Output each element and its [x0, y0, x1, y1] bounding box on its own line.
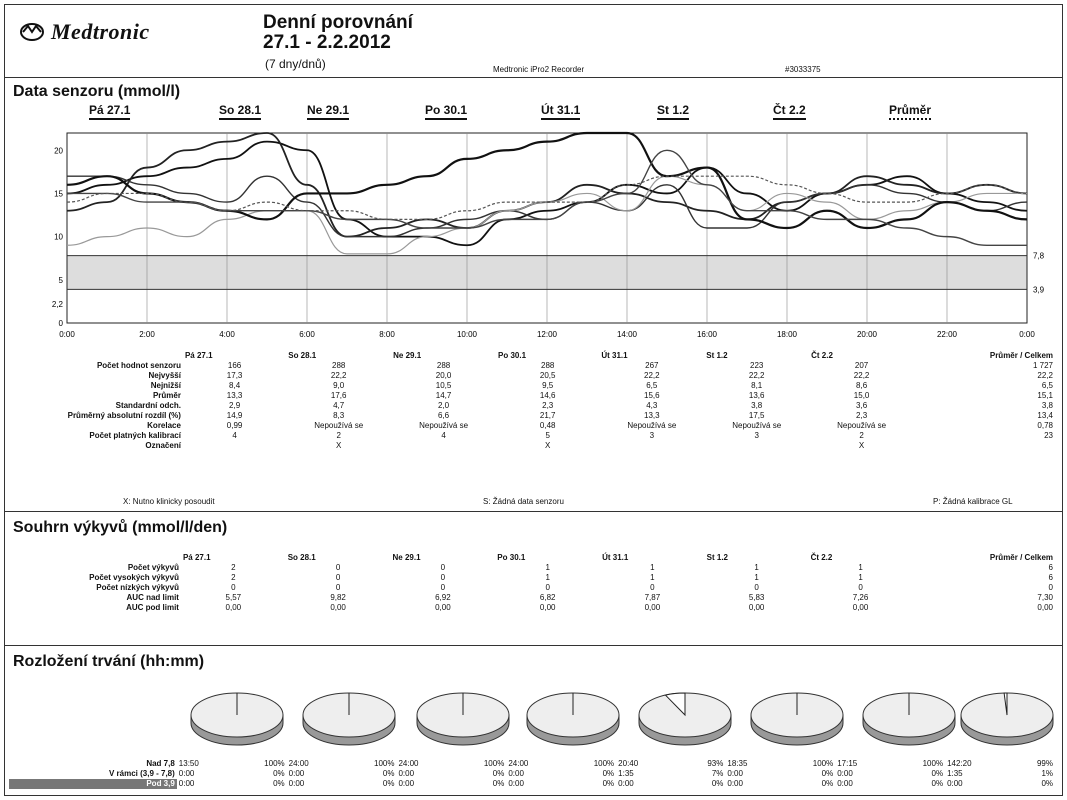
table-cell: 0% — [711, 779, 724, 788]
table-cell: Nepoužívá se — [627, 421, 677, 430]
sensor-section-title: Data senzoru (mmol/l) — [13, 83, 181, 100]
x-tick-label: 6:00 — [299, 330, 315, 339]
row-label: Průměr — [152, 391, 181, 400]
table-cell: 13,3 — [226, 391, 243, 400]
table-cell: 0:00 — [178, 769, 195, 778]
table-cell: 24:00 — [398, 759, 419, 768]
duration-section-title: Rozložení trvání (hh:mm) — [13, 653, 205, 670]
table-cell: 3,8 — [1041, 401, 1053, 410]
row-label: Standardní odch. — [115, 401, 181, 410]
note-p: P: Žádná kalibrace GL — [933, 497, 1013, 506]
table-cell: 0:00 — [727, 779, 743, 788]
table-cell: 267 — [645, 361, 659, 370]
table-cell: 1 — [754, 563, 759, 572]
table-cell: 24:00 — [508, 759, 529, 768]
table-row — [9, 759, 1055, 769]
table-cell: X — [336, 441, 342, 450]
table-cell: 3,6 — [856, 401, 868, 410]
table-cell: 8,3 — [333, 411, 345, 420]
table-row — [9, 381, 1055, 391]
table-cell: 17,5 — [748, 411, 765, 420]
report-title — [263, 13, 413, 53]
table-cell: 13:50 — [178, 759, 199, 768]
row-label: Počet nízkých výkyvů — [96, 583, 179, 592]
table-cell: 22,2 — [644, 371, 660, 380]
x-tick-label: 0:00 — [1019, 330, 1035, 339]
table-cell: 100% — [483, 759, 505, 768]
table-header-row — [9, 553, 1055, 563]
table-cell: 15,6 — [644, 391, 660, 400]
table-row — [9, 769, 1055, 779]
sensor-chart — [5, 123, 1062, 349]
table-cell: 6,6 — [438, 411, 450, 420]
table-cell: X — [545, 441, 551, 450]
serial-number: #3033375 — [785, 65, 821, 74]
table-cell: 1 — [650, 573, 655, 582]
table-cell: 1 — [545, 563, 550, 572]
table-cell: 4,3 — [646, 401, 658, 410]
table-cell — [599, 441, 704, 451]
x-tick-label: 20:00 — [856, 330, 878, 339]
table-cell: 2 — [231, 573, 236, 582]
table-cell: 1 — [858, 563, 863, 572]
header-cell: Út 31.1 — [601, 351, 628, 360]
header-cell: Čt 2.2 — [811, 351, 833, 360]
table-cell: 0,00 — [225, 603, 242, 612]
table-cell: 3 — [754, 431, 759, 440]
table-cell: 0,48 — [539, 421, 556, 430]
table-cell: 0,00 — [644, 603, 661, 612]
day-label: Ne 29.1 — [307, 103, 349, 120]
table-cell: 0% — [602, 769, 615, 778]
table-cell: 0:00 — [727, 769, 743, 778]
table-cell: 207 — [854, 361, 869, 370]
table-cell: 100% — [374, 759, 395, 768]
lower-limit-label: 3,9 — [1033, 285, 1045, 295]
table-cell: 0:00 — [618, 779, 634, 788]
x-tick-label: 2:00 — [139, 330, 155, 339]
table-cell: 0 — [858, 583, 863, 592]
row-label: Nejvyšší — [148, 371, 181, 380]
table-cell: 22,2 — [330, 371, 347, 380]
day-label: Po 30.1 — [425, 103, 467, 120]
medtronic-logo — [19, 19, 150, 45]
table-cell: 0 — [335, 563, 341, 572]
table-cell: 0,99 — [226, 421, 243, 430]
table-cell: 0% — [382, 779, 395, 788]
table-cell: 0,00 — [852, 603, 869, 612]
y-tick-label: 5 — [58, 275, 63, 285]
sensor-stats-table — [9, 351, 1055, 451]
day-label: St 1.2 — [657, 103, 689, 120]
table-cell: 9,82 — [330, 593, 346, 602]
x-tick-label: 10:00 — [456, 330, 478, 339]
table-cell: 7,30 — [1037, 593, 1053, 602]
table-header-row — [9, 351, 1055, 361]
y-tick-label: 15 — [54, 189, 63, 199]
table-cell: 0,78 — [1037, 421, 1053, 430]
header-cell: Průměr / Celkem — [989, 351, 1053, 360]
table-cell: 0,00 — [435, 603, 451, 612]
day-label: Pá 27.1 — [89, 103, 130, 120]
table-cell: 13,4 — [1037, 411, 1053, 420]
y-tick-label: 10 — [54, 232, 63, 242]
table-cell: 223 — [750, 361, 764, 370]
table-cell: 23 — [1044, 431, 1053, 440]
table-cell: 20,5 — [539, 371, 556, 380]
section-divider — [5, 511, 1062, 512]
table-cell: 21,7 — [539, 411, 556, 420]
header-cell: Čt 2.2 — [810, 553, 833, 562]
logo-text: Medtronic — [51, 19, 150, 44]
table-cell: 24:00 — [288, 759, 309, 768]
table-cell: 15,1 — [1037, 391, 1053, 400]
table-cell: 1 — [858, 573, 863, 582]
header-cell: So 28.1 — [287, 553, 316, 562]
header-cell: Průměr / Celkem — [989, 553, 1053, 562]
table-cell: 3 — [649, 431, 655, 440]
table-cell: 3,8 — [751, 401, 763, 410]
table-cell: Nepoužívá se — [732, 421, 782, 430]
table-cell: 17,3 — [226, 371, 243, 380]
table-cell: 0 — [650, 583, 655, 592]
title-line-2: 27.1 - 2.2.2012 — [263, 32, 391, 53]
table-row — [9, 583, 1055, 593]
table-cell: 22,2 — [1037, 371, 1053, 380]
day-label: Čt 2.2 — [773, 103, 806, 120]
header-divider — [5, 77, 1062, 78]
table-cell: 0 — [440, 563, 446, 572]
y-tick-label: 2,2 — [51, 300, 63, 309]
table-cell: 15,0 — [853, 391, 870, 400]
header-cell: Po 30.1 — [497, 553, 526, 562]
row-label: Počet vysokých výkyvů — [89, 573, 179, 582]
table-cell: 10,5 — [435, 381, 452, 390]
table-cell: 7% — [711, 769, 724, 778]
table-cell: 0:00 — [508, 769, 524, 778]
header-cell: Ne 29.1 — [393, 351, 422, 360]
table-cell: 17,6 — [330, 391, 347, 400]
duration-pies — [5, 685, 1062, 757]
table-cell: 0:00 — [398, 779, 415, 788]
section-divider — [5, 645, 1062, 646]
table-cell: 0:00 — [288, 769, 305, 778]
x-tick-label: 4:00 — [219, 330, 235, 339]
table-cell: 100% — [812, 759, 834, 768]
x-tick-label: 12:00 — [536, 330, 558, 339]
row-label: Počet výkyvů — [127, 563, 179, 572]
table-cell: 142:20 — [947, 759, 972, 768]
table-cell: Nepoužívá se — [837, 421, 887, 430]
y-tick-label: 0 — [58, 319, 63, 328]
table-cell: 1 — [650, 563, 655, 572]
table-cell: 7,87 — [644, 593, 661, 602]
table-cell: 100% — [593, 759, 615, 768]
medtronic-logo-icon — [19, 22, 45, 42]
table-cell: 0% — [931, 779, 944, 788]
table-cell: 5,83 — [748, 593, 765, 602]
table-row — [9, 371, 1055, 381]
table-cell: 17:15 — [837, 759, 858, 768]
day-label: So 28.1 — [219, 103, 261, 120]
table-cell: 0% — [821, 769, 834, 778]
table-cell: 0 — [335, 583, 341, 592]
table-cell: 2 — [231, 563, 236, 572]
table-cell: 9,5 — [542, 381, 554, 390]
table-cell: 22,2 — [748, 371, 765, 380]
table-cell: 0,00 — [748, 603, 765, 612]
table-cell: 0 — [440, 573, 446, 582]
table-cell: 0:00 — [398, 769, 415, 778]
table-row — [9, 361, 1055, 371]
upper-limit-label: 7,8 — [1033, 251, 1045, 261]
duration-table — [9, 759, 1055, 789]
table-cell: 1% — [1041, 769, 1053, 778]
header-cell: Ne 29.1 — [392, 553, 421, 562]
table-row — [9, 401, 1055, 411]
table-cell: 4 — [232, 431, 237, 440]
average-label: Průměr — [889, 103, 931, 120]
table-cell: 14,9 — [226, 411, 243, 420]
table-cell: 0 — [335, 573, 341, 582]
row-label: V rámci (3,9 - 7,8) — [108, 769, 175, 778]
table-cell: 1 — [754, 573, 759, 582]
table-cell: 100% — [922, 759, 944, 768]
row-label: Označení — [145, 441, 181, 450]
table-cell: 0% — [273, 769, 285, 778]
table-row — [9, 573, 1055, 583]
table-cell: Nepoužívá se — [419, 421, 469, 430]
table-cell: X — [858, 441, 865, 450]
header-cell: Út 31.1 — [602, 553, 629, 562]
header-cell — [9, 553, 181, 563]
header-cell: Po 30.1 — [498, 351, 527, 360]
table-cell — [183, 441, 286, 451]
table-cell: 288 — [332, 361, 346, 370]
table-cell: 14,7 — [435, 391, 452, 400]
table-row — [9, 563, 1055, 573]
table-cell — [704, 441, 809, 451]
table-cell: 0:00 — [837, 769, 853, 778]
excursions-table — [9, 553, 1055, 613]
table-cell: 6,92 — [435, 593, 451, 602]
table-cell: 0 — [440, 583, 446, 592]
header-cell: Pá 27.1 — [184, 351, 213, 360]
row-label: Průměrný absolutní rozdíl (%) — [67, 411, 181, 420]
table-row — [9, 593, 1055, 603]
header-cell: Pá 27.1 — [182, 553, 211, 562]
header-cell — [9, 351, 183, 361]
table-cell: 7,26 — [852, 593, 869, 602]
row-label: Počet platných kalibrací — [89, 431, 181, 440]
day-legend — [5, 103, 1062, 123]
table-cell: 9,0 — [333, 381, 345, 390]
table-cell: 0% — [602, 779, 615, 788]
table-cell: 22,2 — [853, 371, 870, 380]
table-cell: 0% — [1041, 779, 1053, 788]
table-cell: 0% — [931, 769, 944, 778]
table-cell: 6 — [1048, 563, 1053, 572]
table-cell: 18:35 — [727, 759, 748, 768]
row-label: Nad 7,8 — [146, 759, 175, 768]
table-cell: 13,3 — [644, 411, 660, 420]
y-tick-label: 20 — [54, 146, 63, 156]
table-row — [9, 411, 1055, 421]
table-cell: 0:00 — [508, 779, 524, 788]
table-cell: 0,00 — [539, 603, 556, 612]
table-cell: 0,00 — [1037, 603, 1053, 612]
table-cell: 0:00 — [288, 779, 305, 788]
table-cell: 288 — [541, 361, 555, 370]
table-cell: 0 — [1048, 583, 1053, 592]
day-label: Út 31.1 — [541, 103, 580, 120]
table-cell: 5,57 — [225, 593, 242, 602]
table-row — [9, 441, 1055, 451]
table-cell: 0:00 — [837, 779, 853, 788]
table-cell: 166 — [227, 361, 242, 370]
table-cell: 0% — [821, 779, 834, 788]
table-cell: 6,5 — [1041, 381, 1053, 390]
table-cell: 2 — [336, 431, 341, 440]
x-tick-label: 0:00 — [59, 330, 75, 339]
table-cell: 2,3 — [856, 411, 868, 420]
table-cell: 6,5 — [646, 381, 658, 390]
table-cell: 99% — [1036, 759, 1053, 768]
table-cell: 5 — [545, 431, 550, 440]
header-cell: St 1.2 — [706, 351, 728, 360]
table-cell: 0 — [231, 583, 236, 592]
table-cell — [391, 441, 496, 451]
note-s: S: Žádná data senzoru — [483, 497, 564, 506]
x-tick-label: 22:00 — [936, 330, 958, 339]
table-cell: 8,1 — [751, 381, 763, 390]
table-cell: 6 — [1048, 573, 1053, 582]
table-cell: 0 — [545, 583, 550, 592]
table-cell: 0 — [754, 583, 759, 592]
table-cell: 4 — [441, 431, 446, 440]
table-cell: 2,9 — [229, 401, 241, 410]
table-row — [9, 421, 1055, 431]
note-x: X: Nutno klinicky posoudit — [123, 497, 215, 506]
header-cell: So 28.1 — [288, 351, 317, 360]
excursions-section-title: Souhrn výkyvů (mmol/l/den) — [13, 519, 228, 536]
x-tick-label: 14:00 — [616, 330, 638, 339]
x-tick-label: 16:00 — [696, 330, 718, 339]
table-cell: 2,3 — [542, 401, 554, 410]
table-cell: 0,00 — [330, 603, 346, 612]
row-label: Korelace — [147, 421, 181, 430]
table-cell — [914, 441, 1055, 451]
table-cell: 0% — [382, 769, 395, 778]
table-cell: 2 — [859, 431, 864, 440]
row-label: AUC nad limit — [126, 593, 179, 602]
table-cell: 8,4 — [229, 381, 241, 390]
table-cell: 20,0 — [435, 371, 452, 380]
table-cell: 1:35 — [947, 769, 963, 778]
table-row — [9, 603, 1055, 613]
title-line-1: Denní porovnání — [263, 12, 413, 33]
table-cell: 1 727 — [1032, 361, 1053, 370]
table-cell: 2,0 — [438, 401, 450, 410]
table-row — [9, 391, 1055, 401]
table-cell: 93% — [707, 759, 724, 768]
x-tick-label: 8:00 — [379, 330, 395, 339]
table-cell: 288 — [436, 361, 451, 370]
table-row — [9, 431, 1055, 441]
table-cell: 0% — [492, 769, 505, 778]
table-cell: 20:40 — [618, 759, 639, 768]
table-cell: 0:00 — [947, 779, 963, 788]
x-tick-label: 18:00 — [776, 330, 798, 339]
report-subtitle: (7 dny/dnů) — [265, 57, 326, 71]
report-page — [4, 4, 1063, 796]
table-cell: 1 — [545, 573, 550, 582]
table-cell: 0% — [273, 779, 285, 788]
table-cell: Nepoužívá se — [314, 421, 364, 430]
table-cell: 4,7 — [333, 401, 345, 410]
row-label: Nejnižší — [150, 381, 181, 390]
table-cell: 8,6 — [856, 381, 868, 390]
table-cell: 0:00 — [178, 779, 195, 788]
table-cell: 0% — [492, 779, 505, 788]
row-label: Počet hodnot senzoru — [96, 361, 181, 370]
table-cell: 100% — [264, 759, 285, 768]
header-cell: St 1.2 — [706, 553, 728, 562]
table-cell: 6,82 — [539, 593, 556, 602]
table-row — [9, 779, 1055, 789]
row-label: AUC pod limit — [126, 603, 179, 612]
table-cell: 14,6 — [539, 391, 556, 400]
recorder-name: Medtronic iPro2 Recorder — [493, 65, 585, 74]
table-cell: 1:35 — [618, 769, 634, 778]
table-cell: 13,6 — [748, 391, 765, 400]
row-label: Pod 3,9 — [9, 779, 177, 789]
